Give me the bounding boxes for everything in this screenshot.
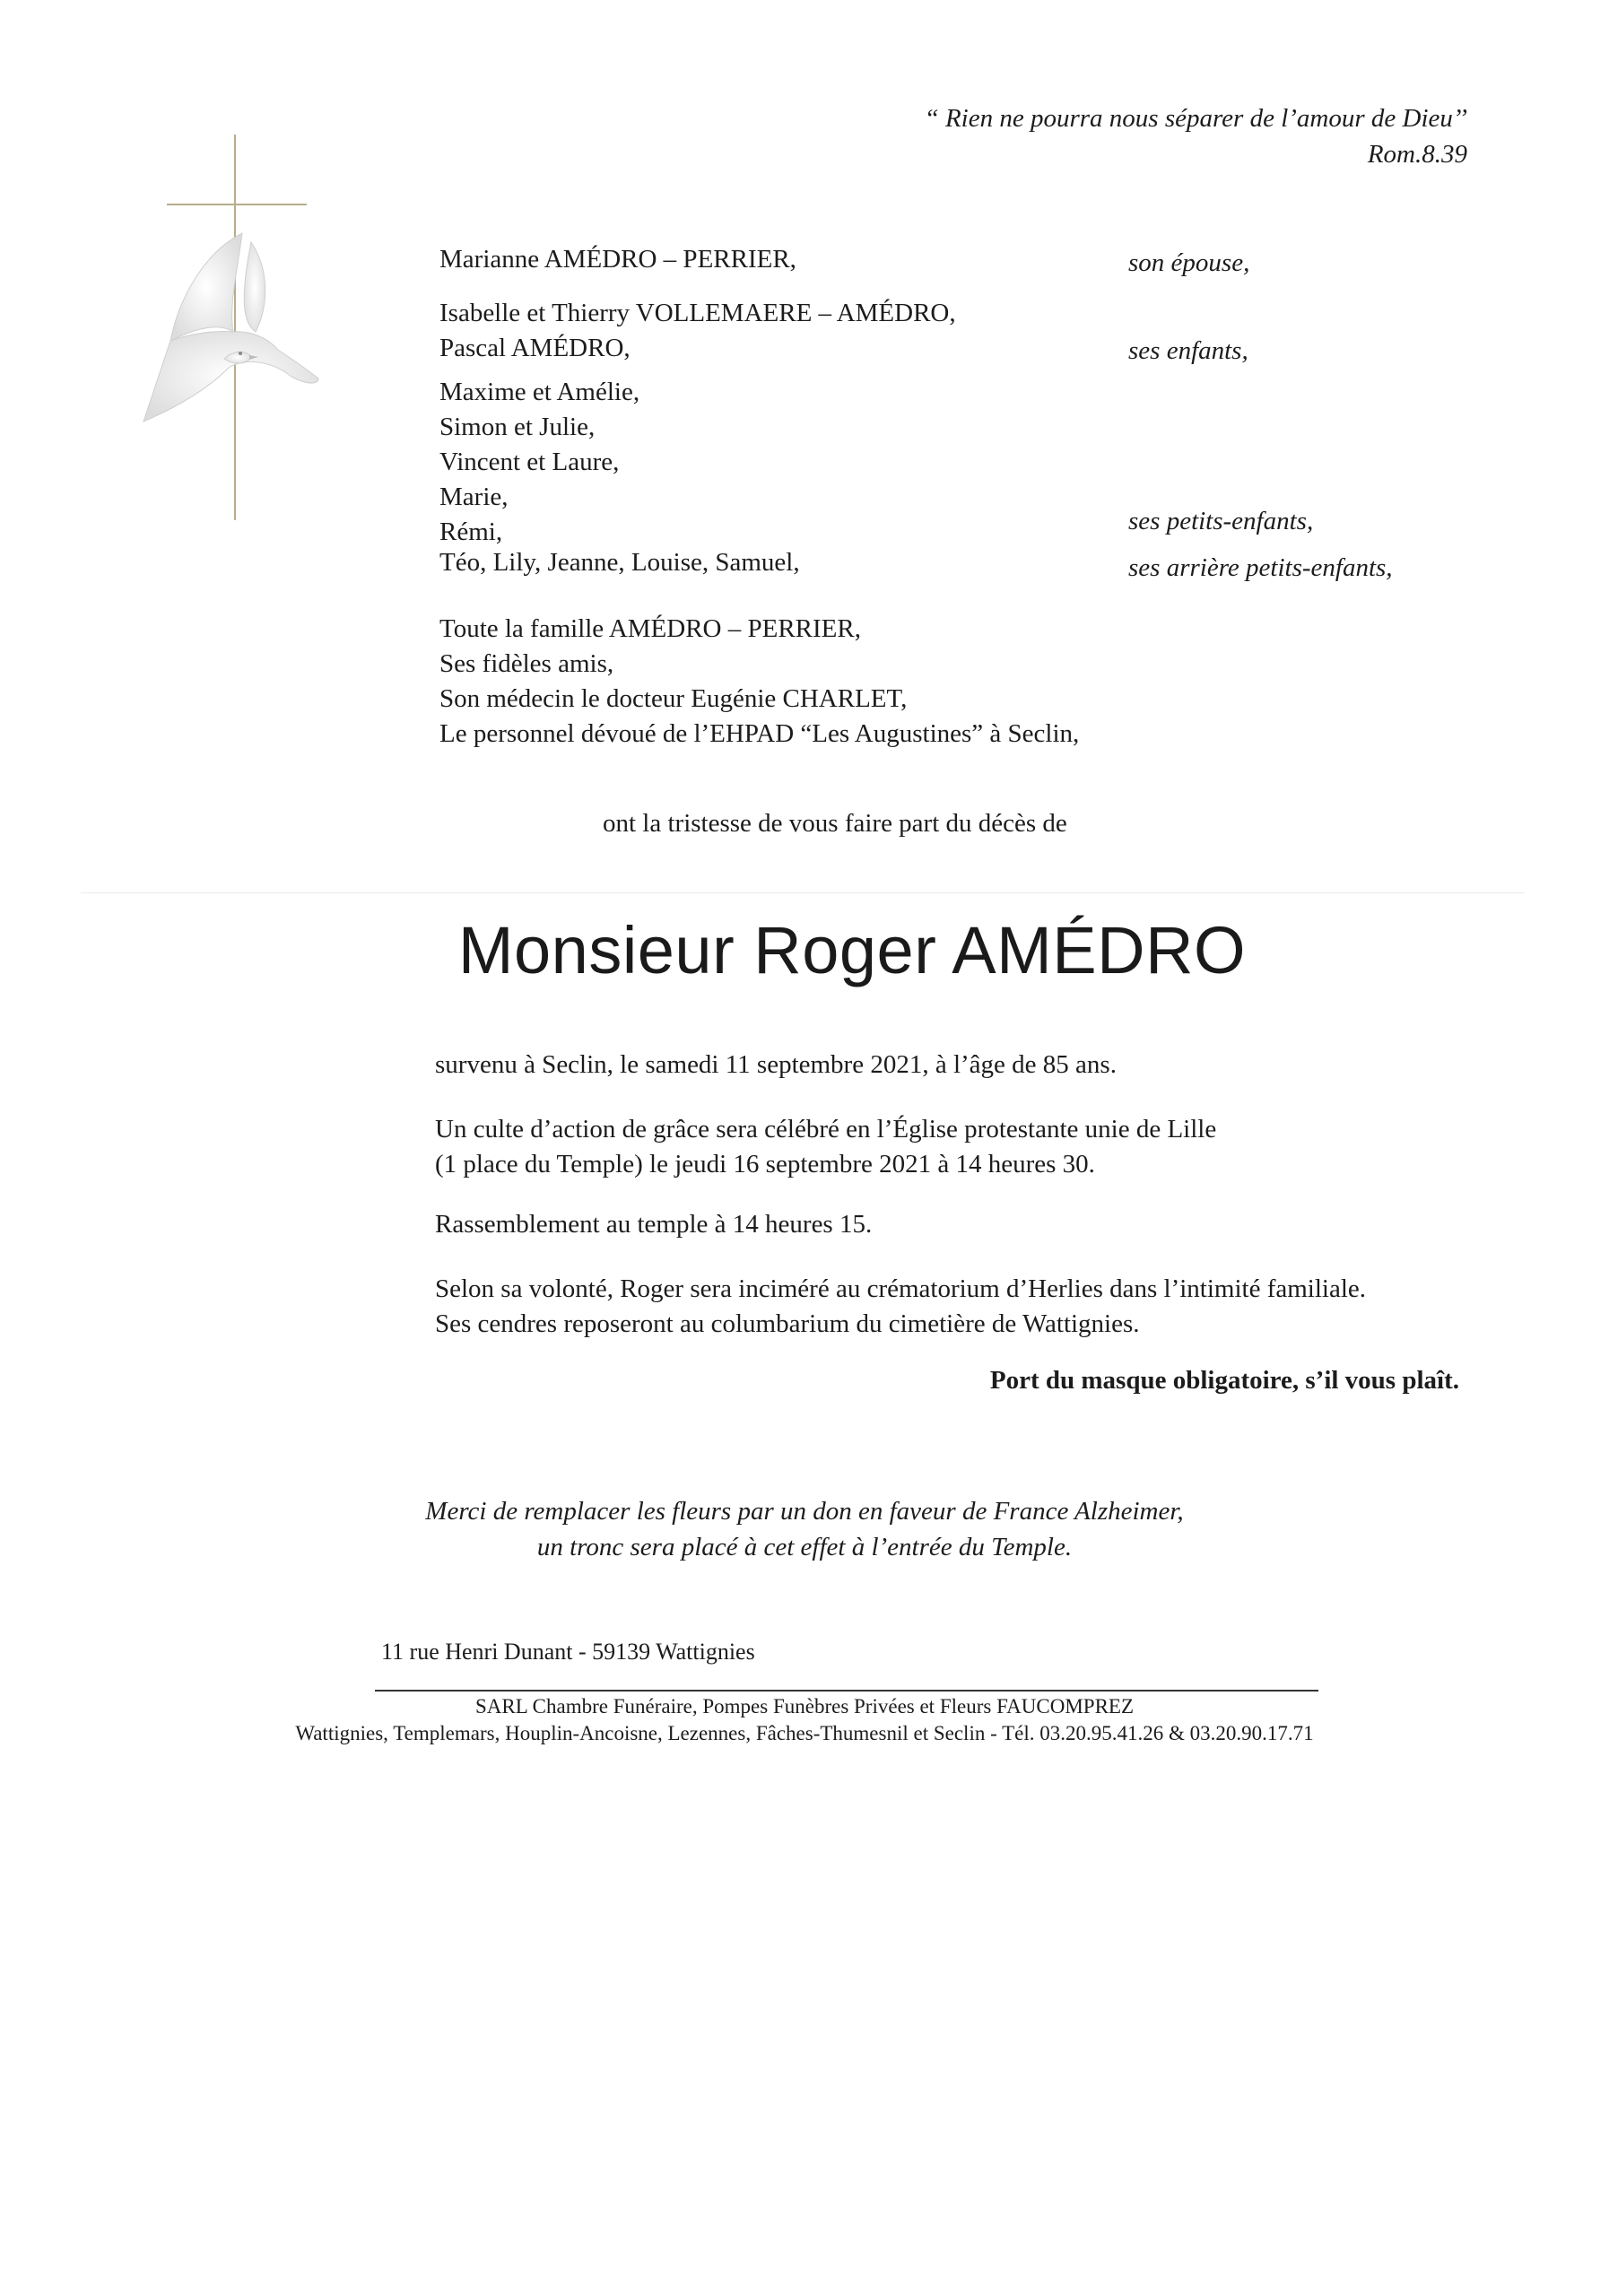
children-names — [439, 296, 956, 366]
grandchildren-relation: ses petits-enfants, — [1128, 507, 1314, 535]
cremation-line: Ses cendres reposeront au columbarium du cimetière de Wattignies. — [435, 1309, 1140, 1338]
grandchildren-names — [439, 375, 639, 550]
gathering-info: Rassemblement au temple à 14 heures 15. — [435, 1210, 873, 1239]
cremation-line: Selon sa volonté, Roger sera inciméré au crématorium d’Herlies dans l’intimité familiale. — [435, 1274, 1367, 1303]
death-notice: survenu à Seclin, le samedi 11 septembre 2021, à l’âge de 85 ans. — [435, 1050, 1117, 1079]
announcement: ont la tristesse de vous faire part du décès de — [603, 809, 1067, 838]
great-grandchild-name: Téo, Lily, Jeanne, Louise, Samuel, — [439, 548, 800, 577]
faint-divider — [81, 892, 1525, 893]
dove-icon — [135, 215, 323, 448]
grandchild-name: Simon et Julie, — [439, 413, 596, 441]
address: 11 rue Henri Dunant - 59139 Wattignies — [381, 1639, 755, 1665]
mourner-line: Toute la famille AMÉDRO – PERRIER, — [439, 614, 861, 643]
funeral-home-name: SARL Chambre Funéraire, Pompes Funèbres Privées et Fleurs FAUCOMPREZ — [474, 1695, 1135, 1718]
spouse-relation: son épouse, — [1128, 248, 1250, 277]
bible-quote — [925, 100, 1467, 172]
cross-horizontal-bar — [167, 204, 307, 205]
spouse-names — [439, 242, 796, 277]
child-name: Pascal AMÉDRO, — [439, 334, 631, 362]
children-relation: ses enfants, — [1128, 336, 1248, 365]
grandchild-name: Marie, — [439, 483, 509, 511]
mourner-line: Son médecin le docteur Eugénie CHARLET, — [439, 684, 908, 713]
ceremony-line: (1 place du Temple) le jeudi 16 septembre 2021 à 14 heures 30. — [435, 1150, 1095, 1178]
grandchild-name: Maxime et Amélie, — [439, 378, 640, 406]
ceremony-line: Un culte d’action de grâce sera célébré en l’Église protestante unie de Lille — [435, 1115, 1217, 1144]
child-name: Isabelle et Thierry VOLLEMAERE – AMÉDRO, — [439, 299, 956, 327]
great-grandchildren-names — [439, 545, 800, 580]
great-grandchildren-relation: ses arrière petits-enfants, — [1128, 553, 1393, 582]
grandchild-name: Rémi, — [439, 517, 503, 546]
footer-divider — [375, 1690, 1318, 1692]
flowers-request-line: Merci de remplacer les fleurs par un don en faveur de France Alzheimer, — [425, 1497, 1184, 1526]
deceased-name: Monsieur Roger AMÉDRO — [457, 913, 1247, 987]
funeral-home-locations: Wattignies, Templemars, Houplin-Ancoisne, Lezennes, Fâches-Thumesnil et Seclin - Tél. 03.20.95.41.26 & 03.20.90.17.71 — [295, 1722, 1314, 1744]
flowers-request — [0, 1493, 1609, 1565]
other-mourners — [439, 612, 1079, 752]
quote-text: “ Rien ne pourra nous séparer de l’amour de Dieu’’ — [924, 104, 1467, 133]
ceremony-info — [435, 1112, 1216, 1182]
flowers-request-line: un tronc sera placé à cet effet à l’entrée du Temple. — [536, 1533, 1073, 1561]
grandchild-name: Vincent et Laure, — [439, 448, 620, 476]
cremation-info — [435, 1272, 1366, 1342]
mourner-line: Ses fidèles amis, — [439, 649, 614, 678]
quote-reference: Rom.8.39 — [1367, 140, 1467, 169]
spouse-name: Marianne AMÉDRO – PERRIER, — [439, 245, 796, 274]
mask-notice: Port du masque obligatoire, s’il vous plaît. — [989, 1366, 1459, 1395]
mourner-line: Le personnel dévoué de l’EHPAD “Les Augustines” à Seclin, — [439, 719, 1080, 748]
